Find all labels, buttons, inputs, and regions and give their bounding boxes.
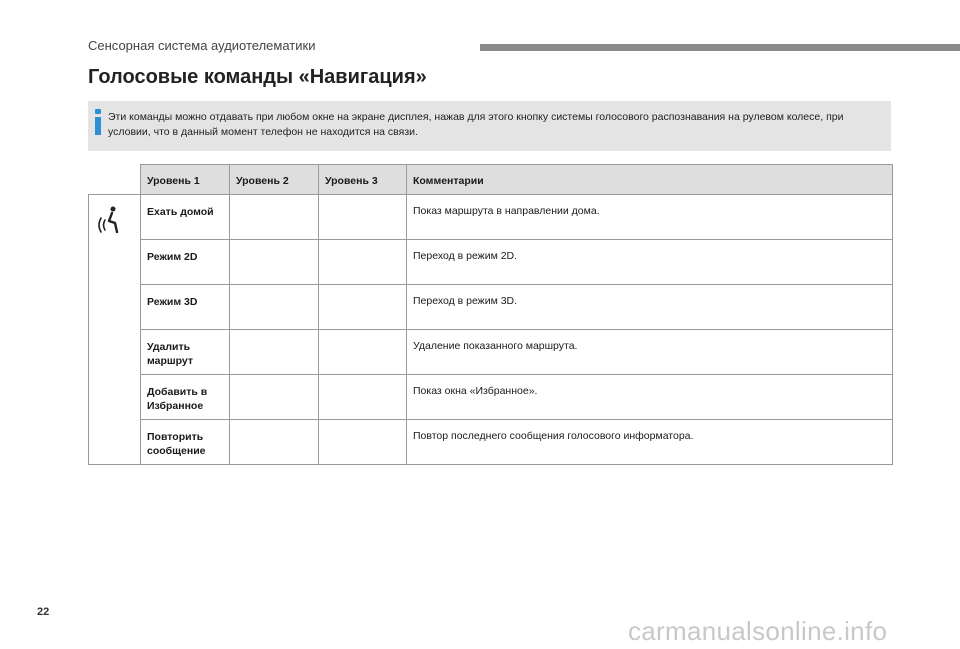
table-row: [89, 240, 893, 285]
command-mode-2d: Режим 2D: [141, 240, 230, 285]
header-bar: [480, 44, 960, 51]
comment-cell: Удаление показанного маршрута.: [407, 330, 893, 375]
level3-cell: [319, 240, 407, 285]
header-level-1: Уровень 1: [141, 165, 230, 195]
table-row: [89, 375, 893, 420]
table-row: [89, 285, 893, 330]
page-title: Голосовые команды «Навигация»: [88, 66, 427, 88]
comment-cell: Переход в режим 3D.: [407, 285, 893, 330]
level3-cell: [319, 375, 407, 420]
level3-cell: [319, 285, 407, 330]
command-delete-route: Удалить маршрут: [141, 330, 230, 375]
header-blank-cell: [89, 165, 141, 195]
page-number: 22: [37, 606, 50, 618]
voice-icon-cell: [89, 195, 141, 465]
table-header-row: [89, 165, 893, 195]
section-header: Сенсорная система аудиотелематики: [88, 38, 316, 53]
command-add-favorites: Добавить в Избранное: [141, 375, 230, 420]
command-mode-3d: Режим 3D: [141, 285, 230, 330]
table-row: [89, 420, 893, 465]
level3-cell: [319, 195, 407, 240]
level2-cell: [230, 285, 319, 330]
level2-cell: [230, 330, 319, 375]
command-go-home: Ехать домой: [141, 195, 230, 240]
comment-cell: Переход в режим 2D.: [407, 240, 893, 285]
header-comments: Комментарии: [407, 165, 893, 195]
header-level-3: Уровень 3: [319, 165, 407, 195]
level3-cell: [319, 420, 407, 465]
voice-commands-table: [88, 164, 893, 465]
level3-cell: [319, 330, 407, 375]
info-text: Эти команды можно отдавать при любом окне на экране дисплея, нажав для этого кнопку системы голосового распознавания на рулевом колесе, при условии, что в данный момент телефон не находится на связи.: [108, 111, 844, 138]
info-box: [88, 101, 891, 151]
comment-cell: Повтор последнего сообщения голосового информатора.: [407, 420, 893, 465]
level2-cell: [230, 375, 319, 420]
comment-cell: Показ маршрута в направлении дома.: [407, 195, 893, 240]
table-row: [89, 330, 893, 375]
level2-cell: [230, 195, 319, 240]
table-row: [89, 195, 893, 240]
command-repeat-message: Повторить сообщение: [141, 420, 230, 465]
watermark: carmanualsonline.info: [628, 616, 888, 646]
voice-command-icon: [95, 205, 125, 235]
info-icon: [93, 109, 103, 135]
level2-cell: [230, 420, 319, 465]
level2-cell: [230, 240, 319, 285]
comment-cell: Показ окна «Избранное».: [407, 375, 893, 420]
header-level-2: Уровень 2: [230, 165, 319, 195]
